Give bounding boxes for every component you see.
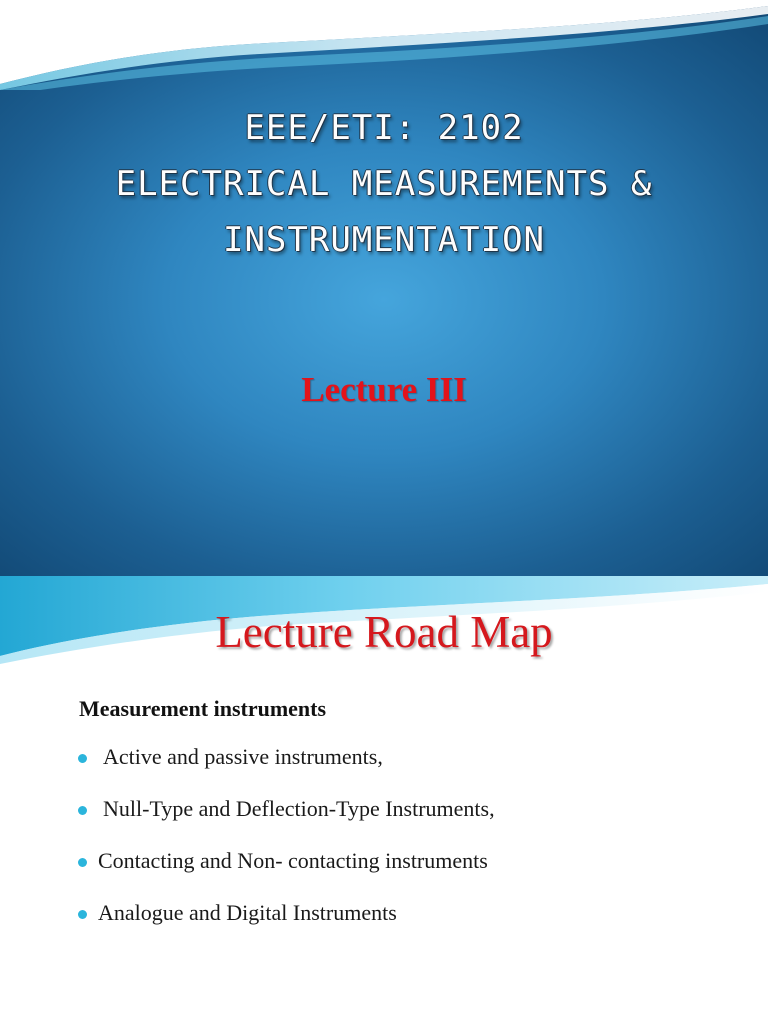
course-code: EEE/ETI: 2102 — [244, 108, 524, 148]
course-name-line-2: INSTRUMENTATION — [222, 220, 546, 260]
list-item — [78, 848, 495, 900]
lecture-number: Lecture III — [301, 370, 467, 409]
header-wave-decoration — [0, 0, 768, 90]
course-name-line-1: ELECTRICAL MEASUREMENTS & — [115, 164, 653, 204]
list-item — [78, 744, 495, 796]
slide-title: Lecture Road Map — [215, 607, 553, 657]
bullet-dot-icon — [78, 858, 87, 867]
bullet-dot-icon — [78, 754, 87, 763]
list-item-text: Analogue and Digital Instruments — [98, 900, 397, 925]
bullet-dot-icon — [78, 806, 87, 815]
bullet-dot-icon — [78, 910, 87, 919]
section-heading: Measurement instruments — [79, 696, 327, 721]
list-item-text: Null-Type and Deflection-Type Instruments, — [103, 796, 495, 821]
list-item-text: Contacting and Non- contacting instruments — [98, 848, 488, 873]
list-item — [78, 796, 495, 848]
list-item-text: Active and passive instruments, — [103, 744, 383, 769]
road-map-slide — [0, 576, 768, 1024]
course-title — [0, 100, 768, 268]
topic-list — [78, 744, 495, 952]
list-item — [78, 900, 495, 952]
